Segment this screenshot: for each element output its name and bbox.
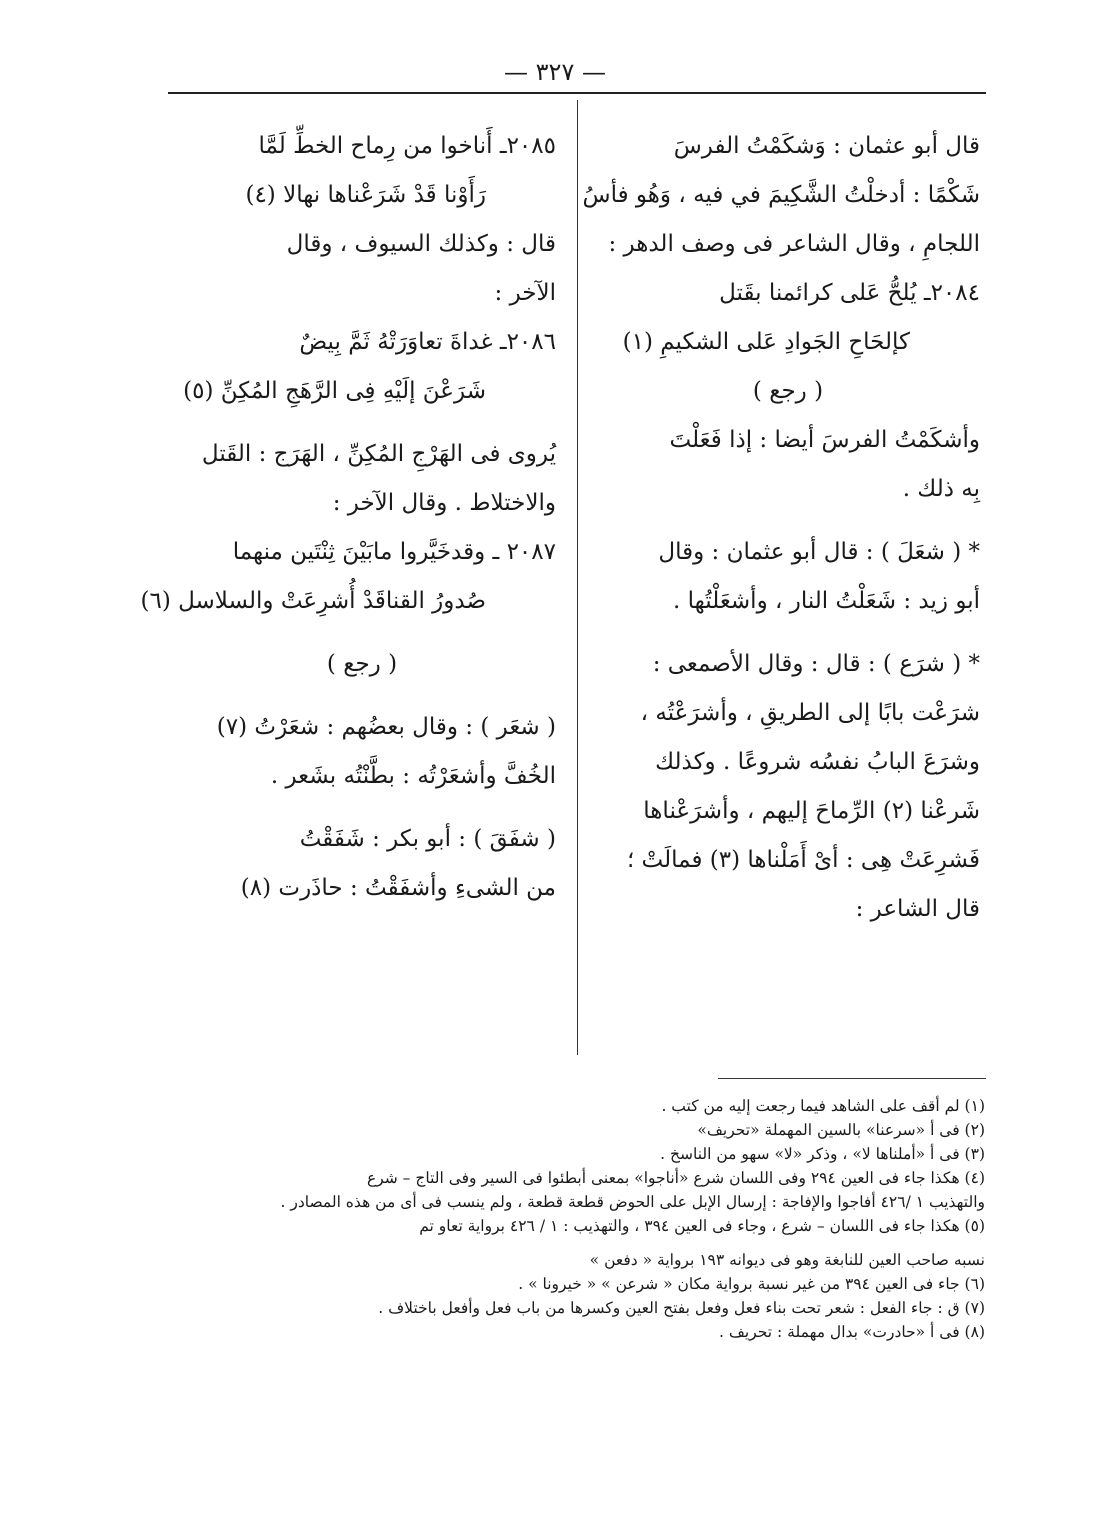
- left-column: [140, 122, 556, 913]
- text-line: اللجامِ ، وقال الشاعر فى وصف الدهر :: [608, 231, 980, 257]
- text-line: من الشىءِ وأشفَقْتُ : حاذَرت (٨): [240, 875, 556, 901]
- text-line: شرَعْت بابًا إلى الطريقِ ، وأشرَعْتُه ،: [640, 700, 980, 726]
- footnote: (١) لم أقف على الشاهد فيما رجعت إليه من كتب .: [661, 1097, 985, 1115]
- text-line: أبو زيد : شَعَلْتُ النار ، وأشعَلْتُها .: [673, 588, 980, 614]
- spacer: [596, 514, 980, 528]
- verse-line: ٢٠٨٧ ـ وقدخَيَّروا مابَيْنَ ثِنْتَين منهما: [232, 539, 556, 565]
- verse-line: ٢٠٨٥ـ أَناخوا من رِماح الخطِّ لَمَّا: [258, 133, 556, 159]
- text-line: قال أبو عثمان : وَشكَمْتُ الفرسَ: [673, 133, 980, 159]
- verse-line: رَأَوْنا قَدْ شَرَعْناها نهالا (٤): [245, 182, 486, 208]
- text-line: شَرعْنا (٢) الرِّماحَ إليهم ، وأشرَعْناها: [643, 798, 980, 824]
- footnotes: [200, 1094, 985, 1344]
- text-line: شَكْمًا : أدخلْتُ الشَّكِيمَ في فيه ، وَهُو فأسُ: [582, 182, 980, 208]
- text-line: الخُفَّ وأشعَرْتُه : بطَّنْتُه بشَعر .: [270, 763, 556, 789]
- spacer: [168, 626, 556, 640]
- footnote: (٤) هكذا جاء فى العين ٢٩٤ وفى اللسان شرع «أناجوا» بمعنى أبطئوا فى السير وفى التاج – شرع: [366, 1169, 985, 1187]
- verse-line: كإلحَاحِ الجَوادِ عَلى الشكيمِ (١): [622, 329, 910, 355]
- section-marker: ( رجع ): [752, 378, 824, 404]
- text-line: الآخر :: [494, 280, 556, 306]
- spacer: [168, 416, 556, 430]
- right-column: [582, 122, 980, 934]
- spacer: [168, 801, 556, 815]
- text-line: بِه ذلك .: [902, 476, 980, 502]
- page-number: — ٣٢٧ —: [504, 58, 606, 86]
- footnote: (٨) فى أ «حادرت» بدال مهملة : تحريف .: [719, 1323, 985, 1341]
- text-line: ( شعَر ) : وقال بعضُهم : شعَرْتُ (٧): [216, 714, 556, 740]
- text-line: فَشرِعَتْ هِى : أىْ أَمَلْناها (٣) فمالَتْ ؛: [626, 847, 980, 873]
- column-divider: [577, 100, 578, 1055]
- footnote: (٥) هكذا جاء فى اللسان – شرع ، وجاء فى العين ٣٩٤ ، والتهذيب : ١ / ٤٢٦ برواية تعاو تم: [419, 1217, 985, 1235]
- verse-line: ٢٠٨٦ـ غداةَ تعاوَرَتْهُ ثَمَّ بِيضٌ: [299, 329, 556, 355]
- footnote: والتهذيب ١ /٤٢٦ أفاجوا والإفاجة : إرسال الإبل على الحوض قطعة قطعة ، ولم ينسب فى أى من هذه المصادر .: [280, 1193, 985, 1211]
- text-line: يُروى فى الهَرْجِ المُكِنِّ ، الهَرَج : القَتل: [201, 441, 556, 467]
- text-line: وشرَعَ البابُ نفسُه شروعًا . وكذلك: [655, 749, 980, 775]
- text-line: قال الشاعر :: [855, 896, 980, 922]
- text-line: قال : وكذلك السيوف ، وقال: [286, 231, 556, 257]
- header-rule: [168, 92, 986, 94]
- spacer: [168, 689, 556, 703]
- text-line: والاختلاط . وقال الآخر :: [332, 490, 556, 516]
- text-line: * ( شرَع ) : قال : وقال الأصمعى :: [652, 651, 980, 677]
- footnote: (٧) ق : جاء الفعل : شعر تحت بناء فعل وفعل بفتح العين وكسرها من باب فعل وأفعل باختلاف .: [378, 1299, 985, 1317]
- spacer: [596, 626, 980, 640]
- footnote: (٦) جاء فى العين ٣٩٤ من غير نسبة برواية مكان « شرعن » « خيرونا » .: [518, 1275, 985, 1293]
- text-line: ( شفَقَ ) : أبو بكر : شَفَقْتُ: [299, 826, 556, 852]
- verse-line: شَرَعْنَ إلَيْهِ فِى الرَّهَجِ المُكِنِّ (٥): [183, 378, 486, 404]
- footnote: (٢) فى أ «سرعنا» بالسين المهملة «تحريف»: [697, 1121, 985, 1139]
- text-line: * ( شعَلَ ) : قال أبو عثمان : وقال: [658, 539, 980, 565]
- footnote: نسبه صاحب العين للنابغة وهو فى ديوانه ١٩٣ برواية « دفعن »: [589, 1251, 985, 1269]
- section-marker: ( رجع ): [326, 651, 398, 677]
- footnote-rule: [718, 1078, 986, 1079]
- verse-line: ٢٠٨٤ـ يُلحُّ عَلى كرائمنا بقَتل: [719, 280, 980, 306]
- verse-line: صُدورُ القناقَدْ أُشرِعَتْ والسلاسل (٦): [140, 588, 486, 614]
- footnote: (٣) فى أ «أملناها لا» ، وذكر «لا» سهو من الناسخ .: [660, 1145, 985, 1163]
- text-line: وأشكَمْتُ الفرسَ أيضا : إذا فَعَلْتَ: [669, 427, 980, 453]
